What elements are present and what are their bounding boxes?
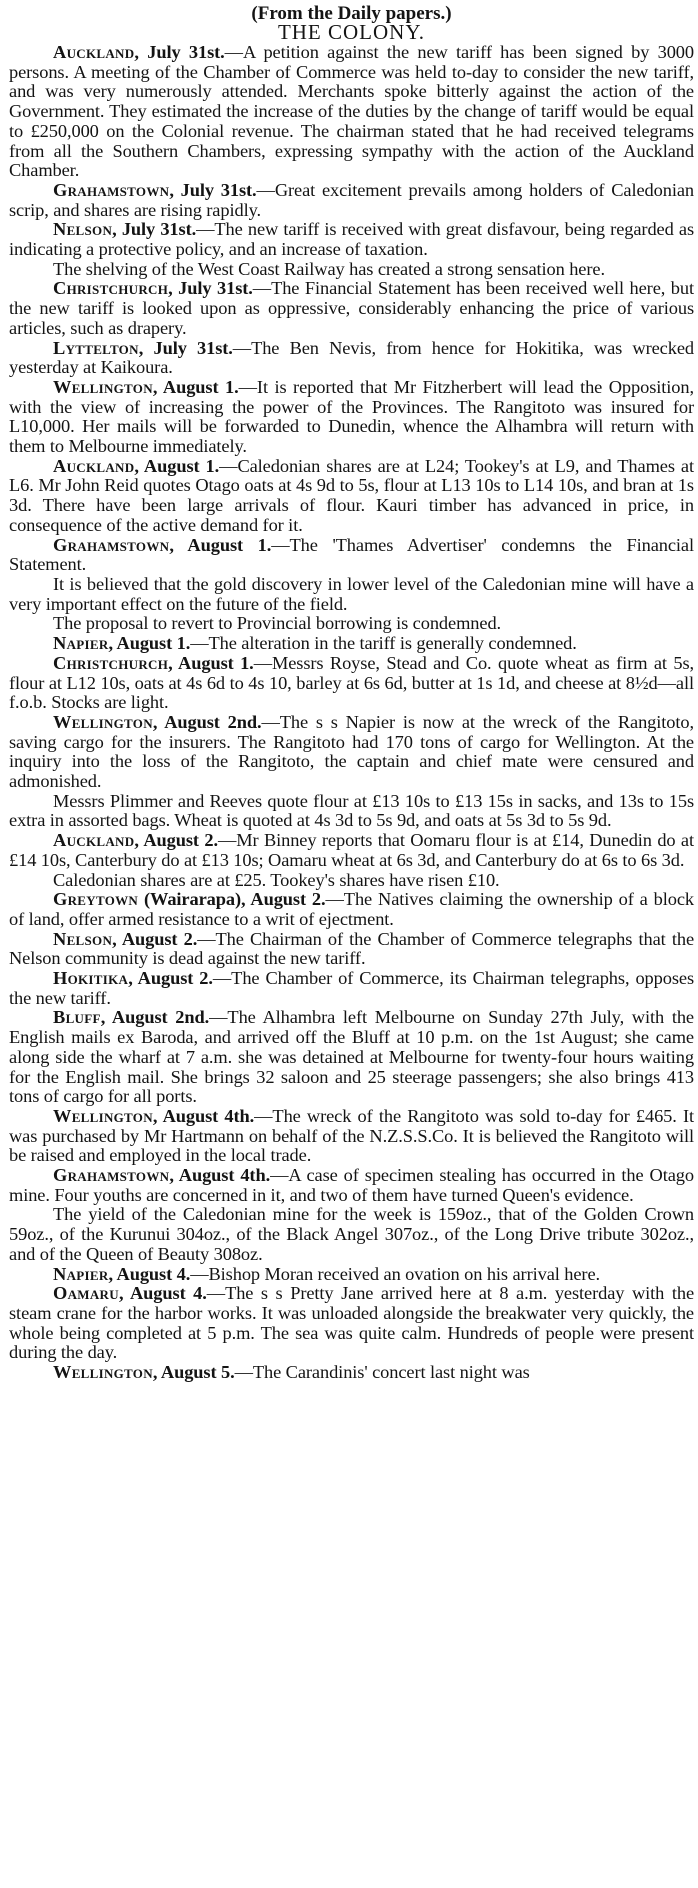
news-item (9, 1284, 694, 1363)
dateline-date: , August 4. (118, 1283, 207, 1304)
news-item (9, 969, 694, 1008)
news-item (9, 536, 694, 575)
dateline-date: , July 31st. (134, 42, 225, 62)
item-text: The shelving of the West Coast Railway has created a strong sensation here. (53, 258, 605, 279)
dateline-date: , August 4. (108, 1263, 191, 1284)
item-text: —Great excitement prevails among holders of Caledonian scrip, and shares are rising rapidly. (9, 179, 694, 220)
news-item (9, 260, 694, 280)
item-text: —The s s Napier is now at the wreck of the Rangitoto, saving cargo for the insurers. The Rangitoto had 170 tons of cargo for Wellington. At the inquiry into the loss of the Rangitoto, the captain and chief mate were censured and admonished. (9, 711, 694, 792)
dateline-date: , August 4th. (152, 1105, 255, 1126)
dateline-date: , August 2nd. (100, 1007, 210, 1028)
item-text: Caledonian shares are at £25. Tookey's shares have risen £10. (53, 869, 500, 890)
item-text: —The new tariff is received with great disfavour, being regarded as indicating a protective policy, and an increase of taxation. (9, 219, 694, 260)
dateline-place: Grahamstown (53, 1165, 170, 1186)
dateline-place: Grahamstown (53, 534, 170, 555)
dateline-date: , August 1. (152, 376, 239, 397)
item-text: —The wreck of the Rangitoto was sold to-day for £465. It was purchased by Mr Hartmann on behalf of the N.Z.S.S.Co. It is believed the Rangitoto will be raised and employed in the local trade. (9, 1105, 694, 1166)
section-title: THE COLONY. (277, 20, 426, 44)
item-text: —The s s Pretty Jane arrived here at 8 a.m. yesterday with the steam crane for the harbor works. It was unloaded alongside the breakwater very quickly, the whole being completed at 5 p.m. The sea was quite calm. Hundreds of people were present during the day. (9, 1283, 695, 1363)
news-item (9, 713, 694, 792)
item-text: The yield of the Caledonian mine for the week is 159oz., that of the Golden Crown 59oz., of the Kurunui 304oz., of the Black Angel 307oz., of the Long Drive tribute 302oz., and of the Queen of Beauty 308oz. (9, 1204, 694, 1264)
dateline-place: Auckland (53, 42, 135, 62)
dateline-place: Nelson (53, 928, 113, 949)
item-text: —The Natives claiming the ownership of a block of land, offer armed resistance to a writ of ejectment. (9, 889, 694, 929)
item-text: —Messrs Royse, Stead and Co. quote wheat as firm at 5s, flour at L12 10s, oats at 4s 6d to 4s 10, barley at 6s 6d, butter at 1s 1d, and cheese at 8½d—all f.o.b. Stocks are light. (9, 652, 695, 713)
item-text: —A petition against the new tariff has been signed by 3000 persons. A meeting of the Chamber of Commerce was held to-day to consider the new tariff, and was very numerously attended. Merchants spoke bitterly against the action of the Government. They estimated the increase of the duties by the change of tariff would be equal to £250,000 on the Colonial revenue. The chairman stated that he had received telegrams from all the Southern Chambers, expressing sympathy with the action of the Auckland Chamber. (9, 42, 694, 181)
dateline-place: Auckland (53, 455, 135, 476)
news-item (9, 890, 694, 929)
dateline-place: Wellington (53, 711, 153, 732)
dateline-date: , August 1. (134, 455, 220, 476)
news-item (9, 831, 694, 870)
item-text: —Bishop Moran received an ovation on his arrival here. (190, 1263, 601, 1284)
item-text: —Caledonian shares are at L24; Tookey's at L9, and Thames at L6. Mr John Reid quotes Otago oats at 4s 9d to 5s, flour at L13 10s to L14 10s, and bran at 1s 3d. There have been large arrivals of flour. Kauri timber has advanced in price, in consequence of the active demand for it. (9, 455, 695, 535)
news-item (9, 457, 694, 536)
news-item (9, 339, 694, 378)
dateline-date: , July 31st. (138, 337, 233, 358)
news-item (9, 181, 694, 220)
news-item (9, 575, 694, 614)
dateline-date: , August 2. (112, 928, 198, 949)
item-text: It is believed that the gold discovery in lower level of the Caledonian mine will have a very important effect on the future of the field. (9, 573, 694, 614)
item-text: —The Alhambra left Melbourne on Sunday 27th July, with the English mails ex Baroda, and arrived off the Bluff at 10 p.m. on the 1st August; she came along side the wharf at 7 a.m. she was detained at Melbourne for twenty-four hours waiting for the English mail. She brings 32 saloon and 25 steerage passengers; she also brings 413 tons of cargo for all ports. (9, 1007, 694, 1107)
item-text: —A case of specimen stealing has occurred in the Otago mine. Four youths are concerned in it, and two of them have turned Queen's evidence. (9, 1165, 694, 1205)
news-item (9, 1205, 694, 1264)
dateline-place: Auckland (53, 830, 135, 851)
source-note: (From the Daily papers.) (251, 3, 452, 24)
dateline-place: Bluff (53, 1007, 101, 1028)
dateline-place: Nelson (53, 219, 113, 240)
item-text: —The 'Thames Advertiser' condemns the Financial Statement. (9, 534, 694, 575)
news-item (9, 279, 694, 338)
item-text: The proposal to revert to Provincial borrowing is condemned. (53, 613, 502, 634)
news-item (9, 654, 694, 713)
news-item (9, 1166, 694, 1205)
item-text: Messrs Plimmer and Reeves quote flour at £13 10s to £13 15s in sacks, and 13s to 15s extra in assorted bags. Wheat is quoted at 4s 3d to 5s 9d, and oats at 5s 3d to 5s 9d. (9, 790, 694, 831)
item-text: —The Ben Nevis, from hence for Hokitika, was wrecked yesterday at Kaikoura. (9, 337, 694, 378)
dateline-date: (Wairarapa), August 2. (138, 889, 326, 910)
news-item (9, 1008, 694, 1107)
news-item (9, 220, 694, 259)
dateline-date: , July 31st. (112, 219, 197, 240)
dateline-place: Wellington (53, 1105, 153, 1126)
dateline-place: Hokitika (53, 968, 129, 989)
dateline-date: , July 31st. (168, 278, 253, 299)
news-item (9, 614, 694, 634)
dateline-place: Oamaru (53, 1283, 119, 1304)
dateline-place: Wellington (53, 376, 153, 397)
dateline-date: , August 2nd. (152, 711, 262, 732)
dateline-date: , August 4th. (169, 1165, 271, 1186)
item-text: —The Financial Statement has been received well here, but the new tariff is looked upon as oppressive, considerably enhancing the price of various articles, such as drapery. (9, 278, 694, 338)
item-text: —The Carandinis' concert last night was (234, 1362, 530, 1383)
item-text: —The alteration in the tariff is generally condemned. (190, 633, 577, 654)
news-item (9, 1363, 694, 1383)
dateline-place: Lyttelton (53, 337, 139, 358)
dateline-date: , August 1. (168, 652, 254, 673)
item-text: —Mr Binney reports that Oomaru flour is at £14, Dunedin do at £14 10s, Canterbury do at £13 10s; Oamaru wheat at 6s 3d, and Canterbury do at 6s to 6s 3d. (9, 830, 695, 870)
news-item (9, 930, 694, 969)
dateline-date: , August 5. (152, 1362, 235, 1383)
item-text: —The Chairman of the Chamber of Commerce telegraphs that the Nelson community is dead against the new tariff. (9, 928, 695, 969)
dateline-date: , August 2. (134, 830, 218, 851)
dateline-date: , July 31st. (169, 179, 257, 200)
dateline-place: Grahamstown (53, 179, 170, 200)
dateline-date: , August 2. (128, 968, 213, 989)
dateline-date: , August 1. (169, 534, 272, 555)
news-item (9, 1107, 694, 1166)
article-list (9, 43, 694, 1383)
item-text: —It is reported that Mr Fitzherbert will lead the Opposition, with the view of increasing the power of the Provinces. The Rangitoto was insured for L10,000. Her mails will be forwarded to Dunedin, whence the Alhambra will return with them to Melbourne immediately. (9, 376, 694, 457)
item-text: —The Chamber of Commerce, its Chairman telegraphs, opposes the new tariff. (9, 968, 694, 1008)
news-item (9, 792, 694, 831)
news-item (9, 1265, 694, 1285)
dateline-place: Napier (53, 633, 109, 654)
news-item (9, 871, 694, 891)
dateline-place: Christchurch (53, 278, 169, 299)
dateline-place: Christchurch (53, 652, 169, 673)
news-item (9, 378, 694, 457)
dateline-place: Greytown (53, 889, 139, 910)
news-item (9, 43, 694, 181)
dateline-date: , August 1. (108, 633, 191, 654)
dateline-place: Napier (53, 1263, 109, 1284)
news-item (9, 634, 694, 654)
dateline-place: Wellington (53, 1362, 153, 1383)
